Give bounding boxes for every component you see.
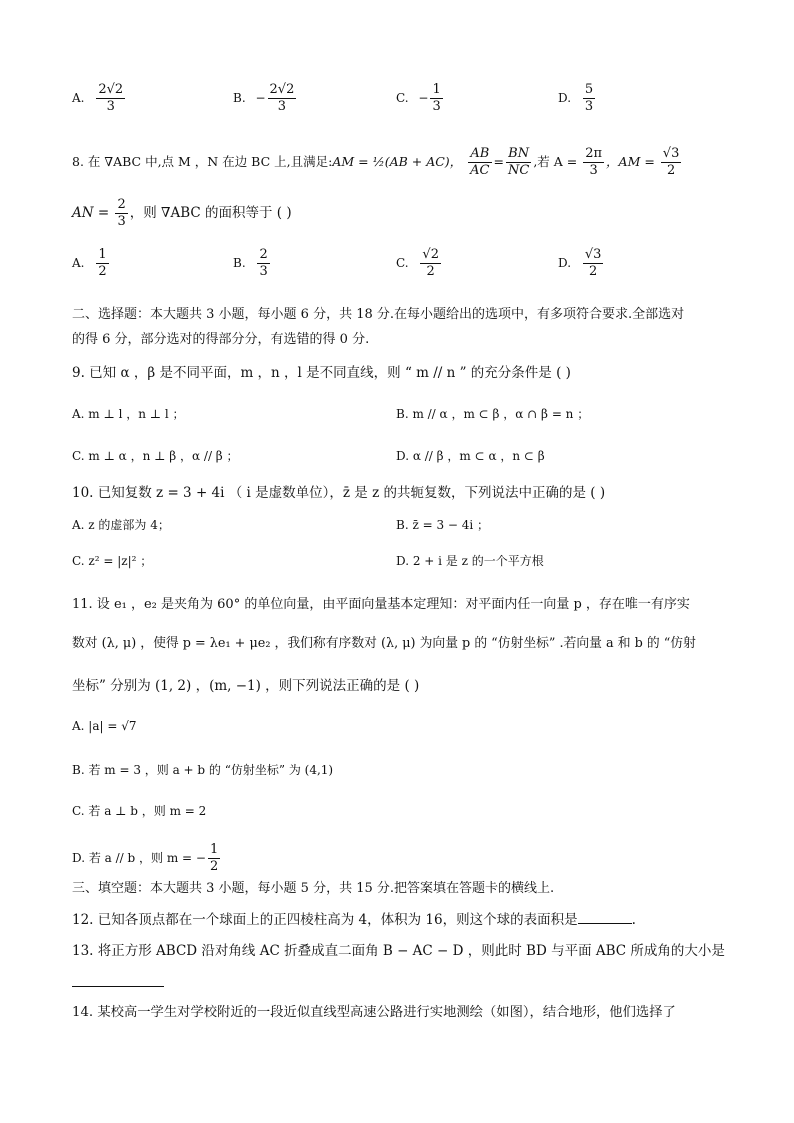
q11-option-b: B. 若 m = 3 ，则 a + b 的 “仿射坐标” 为 (4,1): [72, 763, 334, 777]
q9-option-b: B. m // α ，m ⊂ β ，α ∩ β = n ；: [396, 407, 590, 421]
q9-option-c: C. m ⊥ α ，n ⊥ β ，α // β ；: [72, 449, 239, 463]
q7-option-b: B. − $\frac{2√2}{3}$: [233, 82, 295, 114]
q9-stem: 9. 已知 α ，β 是不同平面，m ，n ，l 是不同直线，则 “ m // n ” 的充分条件是 ( ): [72, 365, 571, 381]
q11-option-d: D. 若 a // b ，则 m = − $\frac{1}{2}$: [72, 842, 219, 874]
q8-stem-line2: AN = $\frac{2}{3}$ ，则 ∇ABC 的面积等于 ( ): [72, 197, 292, 229]
q14-stem: 14. 某校高一学生对学校附近的一段近似直线型高速公路进行实地测绘（如图），结合地形，他们选择了: [72, 1005, 676, 1020]
q13-answer-blank[interactable]: [72, 986, 164, 987]
q10-option-b: B. z̄ = 3 − 4i ；: [396, 518, 490, 532]
q11-stem-line1: 11. 设 e₁ ，e₂ 是夹角为 60° 的单位向量，由平面向量基本定理知：对平面内任一向量 p ，存在唯一有序实: [72, 597, 690, 612]
q8-option-b: B. $\frac{2}{3}$: [233, 247, 268, 279]
q8-stem-line1: 8. 在 ∇ABC 中,点 M ，N 在边 BC 上,且满足:AM = ½(AB + AC)， $\frac{AB}{AC}$ = $\frac{BN}{NC}$ ,若 A = $\frac{2\pi}{3}$ ，AM = $\frac{√3}{2}$: [72, 146, 680, 178]
section2-heading-line2: 的得 6 分，部分选对的得部分分，有选错的得 0 分.: [72, 332, 370, 347]
q7-option-c: C. − $\frac{1}{3}$: [396, 82, 441, 114]
q9-option-a: A. m ⊥ l ，n ⊥ l ；: [72, 407, 185, 421]
q8-option-a: A. $\frac{1}{2}$: [72, 247, 107, 279]
q8-option-c: C. $\frac{√2}{2}$: [396, 247, 439, 279]
q7-option-a: A. $\frac{2√2}{3}$: [72, 82, 124, 114]
q11-option-c: C. 若 a ⊥ b ，则 m = 2: [72, 804, 207, 818]
q8-option-d: D. $\frac{√3}{2}$: [558, 247, 602, 279]
q10-option-d: D. 2 + i 是 z 的一个平方根: [396, 554, 544, 568]
q10-option-c: C. z² = |z|² ；: [72, 554, 153, 568]
q7-option-d: D. $\frac{5}{3}$: [558, 82, 594, 114]
q11-option-a: A. |a| = √7: [72, 719, 137, 733]
q10-option-a: A. z 的虚部为 4；: [72, 518, 170, 532]
q12-answer-blank[interactable]: [578, 923, 632, 924]
q11-stem-line2: 数对 (λ, μ) ，使得 p = λe₁ + μe₂ ，我们称有序数对 (λ, μ) 为向量 p 的 “仿射坐标” .若向量 a 和 b 的 “仿射: [72, 636, 696, 651]
q9-option-d: D. α // β ，m ⊂ α ，n ⊂ β: [396, 449, 545, 463]
q10-stem: 10. 已知复数 z = 3 + 4i （ i 是虚数单位），z̄ 是 z 的共轭复数，下列说法中正确的是 ( ): [72, 485, 606, 501]
section2-heading-line1: 二、选择题：本大题共 3 小题，每小题 6 分，共 18 分.在每小题给出的选项中，有多项符合要求.全部选对: [72, 307, 685, 322]
q13-stem: 13. 将正方形 ABCD 沿对角线 AC 折叠成直二面角 B − AC − D ，则此时 BD 与平面 ABC 所成角的大小是: [72, 943, 725, 959]
section3-heading: 三、填空题：本大题共 3 小题，每小题 5 分，共 15 分.把答案填在答题卡的横线上.: [72, 881, 555, 896]
q11-stem-line3: 坐标” 分别为 (1, 2) ，(m, −1) ，则下列说法正确的是 ( ): [72, 678, 420, 694]
q12-stem: 12. 已知各顶点都在一个球面上的正四棱柱高为 4，体积为 16，则这个球的表面积是 .: [72, 912, 636, 928]
